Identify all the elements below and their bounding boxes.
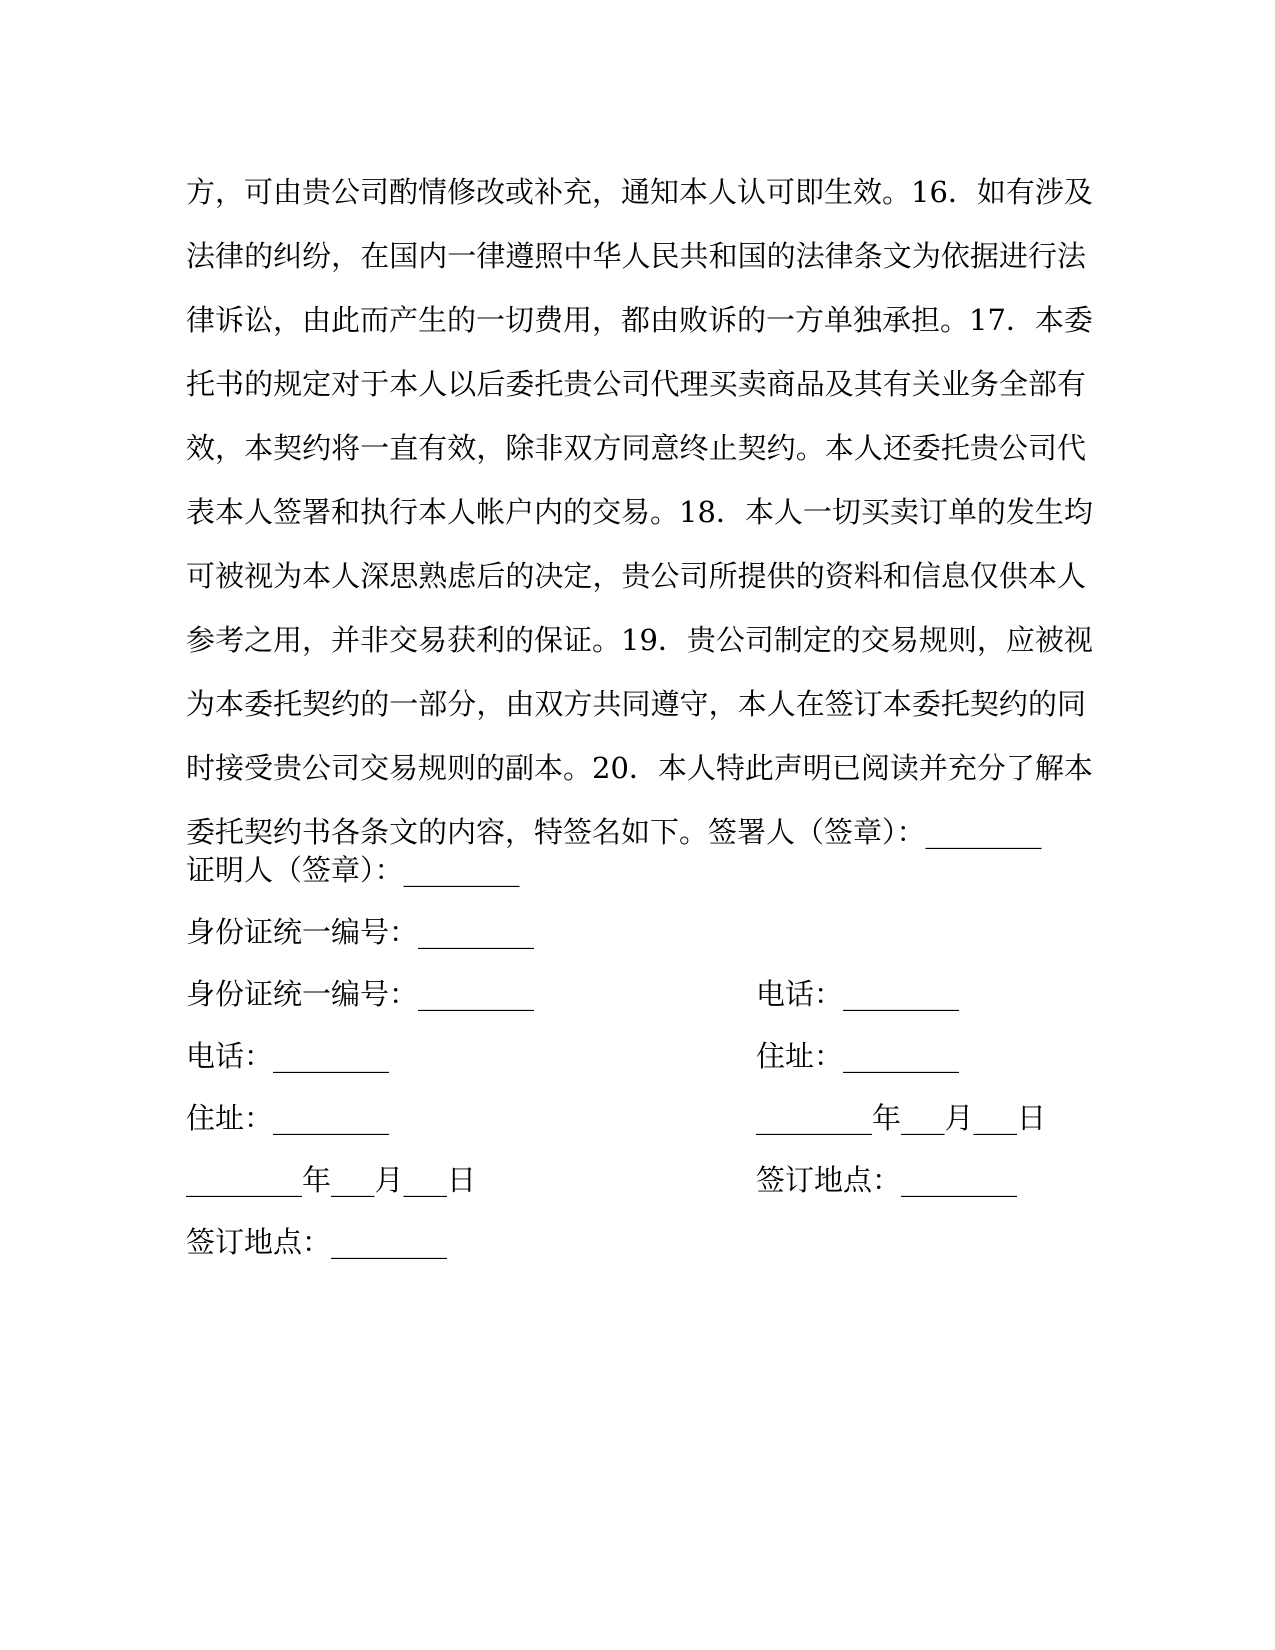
left-address-field: 住址：________ (186, 1101, 390, 1135)
signatory-line: 委托契约书各条文的内容，特签名如下。签署人（签章）：________ (186, 815, 1042, 849)
witness-signature-field: 证明人（签章）：________ (186, 853, 520, 887)
right-date-field: ________年___月___日 (756, 1101, 1047, 1135)
right-address-field: 住址：________ (756, 1039, 960, 1073)
contract-paragraph (186, 160, 1093, 864)
paragraph-line: 可被视为本人深思熟虑后的决定，贵公司所提供的资料和信息仅供本人 (186, 559, 1086, 593)
paragraph-line: 为本委托契约的一部分，由双方共同遵守，本人在签订本委托契约的同 (186, 687, 1086, 721)
right-phone-field: 电话：________ (756, 977, 960, 1011)
paragraph-line: 时接受贵公司交易规则的副本。20．本人特此声明已阅读并充分了解本 (186, 751, 1093, 785)
left-date-field: ________年___月___日 (186, 1163, 477, 1197)
id-number-field: 身份证统一编号：________ (186, 915, 535, 949)
paragraph-line: 参考之用，并非交易获利的保证。19．贵公司制定的交易规则，应被视 (186, 623, 1093, 657)
right-place-field: 签订地点：________ (756, 1163, 1018, 1197)
left-place-field: 签订地点：________ (186, 1225, 448, 1259)
left-id-number-field: 身份证统一编号：________ (186, 977, 535, 1011)
paragraph-line: 表本人签署和执行本人帐户内的交易。18．本人一切买卖订单的发生均 (186, 495, 1093, 529)
left-phone-field: 电话：________ (186, 1039, 390, 1073)
paragraph-line: 方，可由贵公司酌情修改或补充，通知本人认可即生效。16．如有涉及 (186, 175, 1093, 209)
paragraph-line: 托书的规定对于本人以后委托贵公司代理买卖商品及其有关业务全部有 (186, 367, 1086, 401)
paragraph-line: 法律的纠纷，在国内一律遵照中华人民共和国的法律条文为依据进行法 (186, 239, 1086, 273)
paragraph-line: 律诉讼，由此而产生的一切费用，都由败诉的一方单独承担。17．本委 (186, 303, 1093, 337)
paragraph-line: 效，本契约将一直有效，除非双方同意终止契约。本人还委托贵公司代 (186, 431, 1086, 465)
